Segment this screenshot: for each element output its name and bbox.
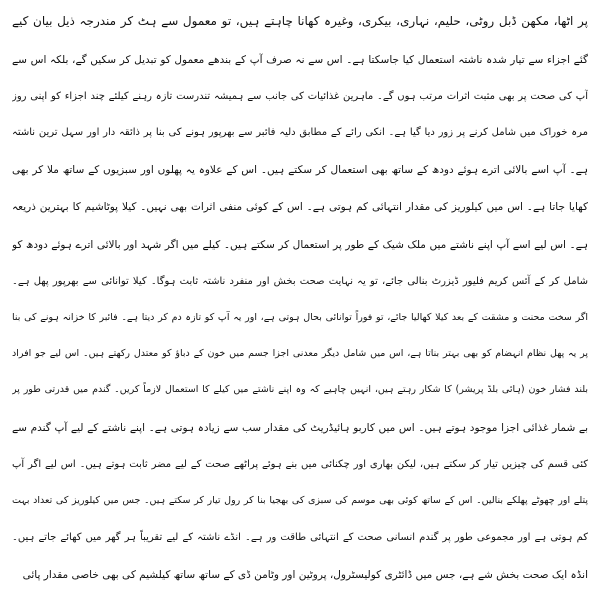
- article-line: ہے۔ اس لیے اسے آپ اپنے ناشتے میں ملک شیک کے طور پر استعمال کر سکتے ہیں۔ کیلے میں اگر شہد اور بالائی اترے ہوئے دودھ کو: [12, 238, 588, 251]
- article-line: کم ہوتی ہے اور مجموعی طور پر گندم انسانی صحت کے انتہائی طاقت ور ہے۔ انڈے ناشتہ کے لیے تقریباً ہر گھر میں کھائے جاتے ہیں۔: [12, 531, 588, 543]
- article-line: گئے اجزاء سے تیار شدہ ناشتہ استعمال کیا جاسکتا ہے۔ اس سے نہ صرف آپ کے بندھے معمول کو تبدیل کر سکیں گے، بلکہ اس سے: [12, 53, 588, 66]
- article-line: پر یہ پھل نظام انہضام کو بھی بہتر بناتا ہے، اس میں شامل دیگر معدنی اجزا جسم میں خون کے دباؤ کو معتدل رکھتے ہیں۔ اس لیے جو افراد: [12, 348, 588, 360]
- article-line: ہے۔ آپ اسے بالائی اترے ہوئے دودھ کے ساتھ بھی استعمال کر سکتے ہیں۔ اس کے علاوہ یہ پھلوں اور سبزیوں کے ساتھ ملا کر بھی: [12, 164, 588, 177]
- article-line: بے شمار غذائی اجزا موجود ہوتے ہیں۔ اس میں کاربو ہائیڈریٹ کی مقدار سب سے زیادہ ہوتی ہے۔ اپنے ناشتے کے لیے آپ گندم سے: [12, 421, 588, 434]
- article-line: انڈہ ایک صحت بخش شے ہے، جس میں ڈائٹری کولیسٹرول، پروٹین اور وٹامن ڈی کے ساتھ ساتھ کیلشیم کی بھی خاصی مقدار پائی: [22, 568, 588, 581]
- article-line: مرہ خوراک میں شامل کرنے پر زور دیا گیا ہے۔ انکی رائے کے مطابق دلیہ فائبر سے بھرپور ہونے کی بنا پر ذائقہ دار اور سہل ترین ناشتہ: [12, 127, 588, 139]
- article-line: اگر سخت محنت و مشقت کے بعد کیلا کھالیا جائے، تو فوراً توانائی بحال ہوتی ہے، اور یہ آپ کو تازہ دم کر دیتا ہے۔ فائبر کا خزانہ ہونے کی بنا: [12, 312, 588, 324]
- article-line: پتلے اور چھوٹے پھلکے بنالیں۔ اس کے ساتھ کوئی بھی موسم کی سبزی کی بھجیا بنا کر رول تیار کر سکتے ہیں۔ جس میں کیلوریز کی تعداد بہت: [12, 495, 588, 507]
- article-body: [12, 0, 588, 599]
- article-line: بلند فشار خون (ہائی بلڈ پریشر) کا شکار رہتے ہیں، انہیں چاہیے کہ وہ اپنے ناشتے میں کیلے کا استعمال لازماً کریں۔ گندم میں قدرتی طور پر: [12, 384, 588, 396]
- article-line: آپ کی صحت پر بھی مثبت اثرات مرتب ہوں گے۔ ماہرین غذائیات کی جانب سے ہمیشہ تندرست تازہ رہنے کیلئے چند اجزاء کو اپنی روز: [12, 90, 588, 102]
- article-line: کئی قسم کی چیزیں تیار کر سکتے ہیں، لیکن بھاری اور چکنائی میں بنے ہوئے پراٹھے صحت کے لیے مضر ثابت ہوتے ہیں۔ اس لیے اگر آپ: [12, 458, 588, 470]
- article-line: پر اٹھا، مکھن ڈبل روٹی، حلیم، نہاری، بیکری، وغیرہ کھانا چاہتے ہیں، تو معمول سے ہٹ کر مندرجہ ذیل بیان کیے: [12, 14, 588, 28]
- article-line: کھایا جاتا ہے۔ اس میں کیلوریز کی مقدار انتہائی کم ہوتی ہے۔ اس کے کوئی منفی اثرات بھی نہیں۔ کیلا پوٹاشیم کا بہترین ذریعہ: [12, 201, 588, 214]
- article-line: شامل کر کے آئس کریم فلیور ڈیزرٹ بنالی جائے، تو یہ نہایت صحت بخش اور منفرد ناشتہ ثابت ہوگا۔ کیلا توانائی سے بھرپور پھل ہے۔: [12, 275, 588, 287]
